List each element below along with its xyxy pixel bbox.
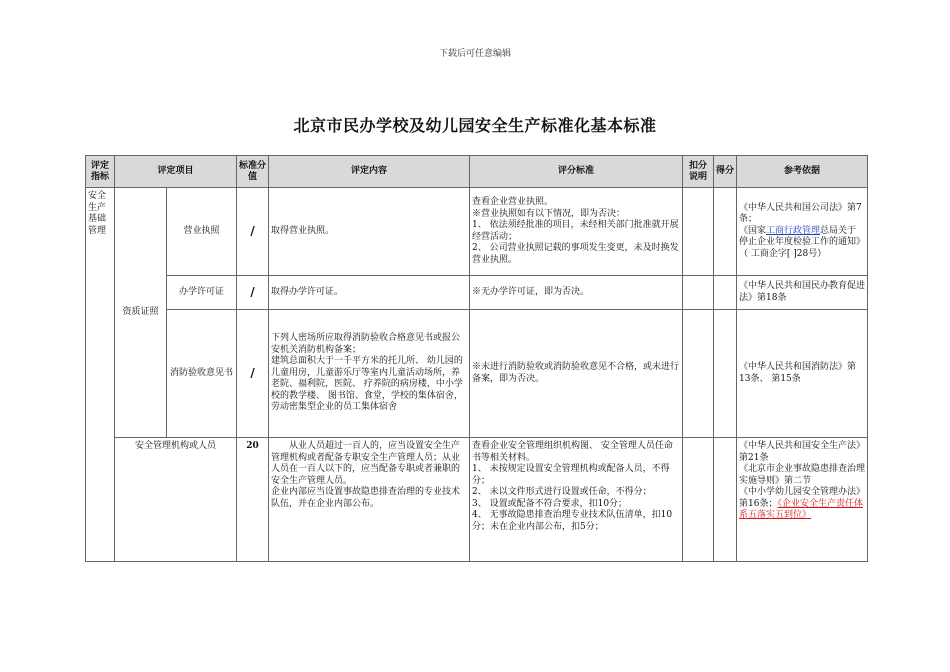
basis-school-permit: 《中华人民共和国民办教育促进法》第18条: [737, 276, 868, 310]
col-header-score: 标准分值: [237, 156, 269, 188]
basis-business-license: 《中华人民共和国公司法》第7条； 《国家工商行政管理总局关于停止企业年度检验工作的通知》（ 工商企字[ ]28号）: [737, 188, 868, 276]
score-safety-org: 20: [237, 438, 269, 562]
col-header-indicator: 评定指标: [86, 156, 115, 188]
table-row: [86, 276, 868, 310]
col-header-points: 得分: [714, 156, 737, 188]
criteria-business-license: 查看企业营业执照。 ※营业执照如有以下情况，即为否决： 1、 依法须经批准的项目，未经相关部门批准就开展经营活动； 2、 公司营业执照记载的事项发生变更，未及时换发营业执照。: [470, 188, 683, 276]
content-school-permit: 取得办学许可证。: [269, 276, 470, 310]
score-fire-acceptance: /: [237, 310, 269, 438]
col-header-basis: 参考依据: [737, 156, 868, 188]
table-header-row: [86, 156, 868, 188]
header-note: 下载后可任意编辑: [438, 49, 511, 59]
col-header-deduction: 扣分说明: [683, 156, 714, 188]
points-business-license: [714, 188, 737, 276]
col-header-criteria: 评分标准: [470, 156, 683, 188]
item-school-permit: 办学许可证: [167, 276, 237, 310]
col-header-item: 评定项目: [115, 156, 237, 188]
indicator-cell: 安全生产基础管理: [86, 188, 115, 562]
content-fire-acceptance: 下列人密场所应取得消防验收合格意见书或报公安机关消防机构备案； 建筑总面积大于一千平方米的托儿所、 幼儿园的儿童用房，儿童游乐厅等室内儿童活动场所，养老院、福利院，医院、 疗养院的病房楼，中小学校的教学楼、 图书馆、食堂，学校的集体宿舍，劳动密集型企业的员工集体宿舍: [269, 310, 470, 438]
deduction-safety-org: [683, 438, 714, 562]
table-row: [86, 188, 868, 276]
deduction-business-license: [683, 188, 714, 276]
criteria-safety-org: 查看企业安全管理组织机构图、 安全管理人员任命书等相关材料。 1、 未按规定设置安全管理机构或配备人员，不得分； 2、 未以文件形式进行设置或任命，不得分； 3、 设置或配备不符合要求，扣10分； 4、 无事故隐患排查治理专业技术队伍清单，扣10分；未在企业内部公布，扣5分；: [470, 438, 683, 562]
content-business-license: 取得营业执照。: [269, 188, 470, 276]
deduction-school-permit: [683, 276, 714, 310]
content-safety-org: 从业人员超过一百人的，应当设置安全生产管理机构或者配备专职安全生产管理人员；从业人员在一百人以下的，应当配备专职或者兼职的安全生产管理人员。 企业内部应当设置事故隐患排查治理的专业技术队伍，并在企业内部公布。: [269, 438, 470, 562]
criteria-school-permit: ※无办学许可证，即为否决。: [470, 276, 683, 310]
criteria-fire-acceptance: ※未进行消防验收或消防验收意见不合格，或未进行备案，即为否决。: [470, 310, 683, 438]
score-school-permit: /: [237, 276, 269, 310]
item-business-license: 营业执照: [167, 188, 237, 276]
group-qualification-cell: 资质证照: [115, 188, 167, 438]
points-safety-org: [714, 438, 737, 562]
item-fire-acceptance: 消防验收意见书: [167, 310, 237, 438]
standards-table: [85, 155, 868, 562]
points-school-permit: [714, 276, 737, 310]
basis-red-link[interactable]: 《企业安全生产责任体系五落实五到位》: [739, 498, 863, 520]
col-header-content: 评定内容: [269, 156, 470, 188]
basis-safety-org: 《中华人民共和国安全生产法》第21条 《北京市企业事故隐患排查治理实施导则》第二节 《中小学幼儿园安全管理办法》第16条；《企业安全生产责任体系五落实五到位》: [737, 438, 868, 562]
table-row: [86, 310, 868, 438]
deduction-fire-acceptance: [683, 310, 714, 438]
points-fire-acceptance: [714, 310, 737, 438]
score-business-license: /: [237, 188, 269, 276]
document-title: 北京市民办学校及幼儿园安全生产标准化基本标准: [293, 116, 657, 135]
item-safety-org: 安全管理机构或人员: [115, 438, 237, 562]
basis-fire-acceptance: 《中华人民共和国消防法》第13条、 第15条: [737, 310, 868, 438]
table-row: [86, 438, 868, 562]
basis-link[interactable]: 工商行政管理: [766, 225, 821, 236]
